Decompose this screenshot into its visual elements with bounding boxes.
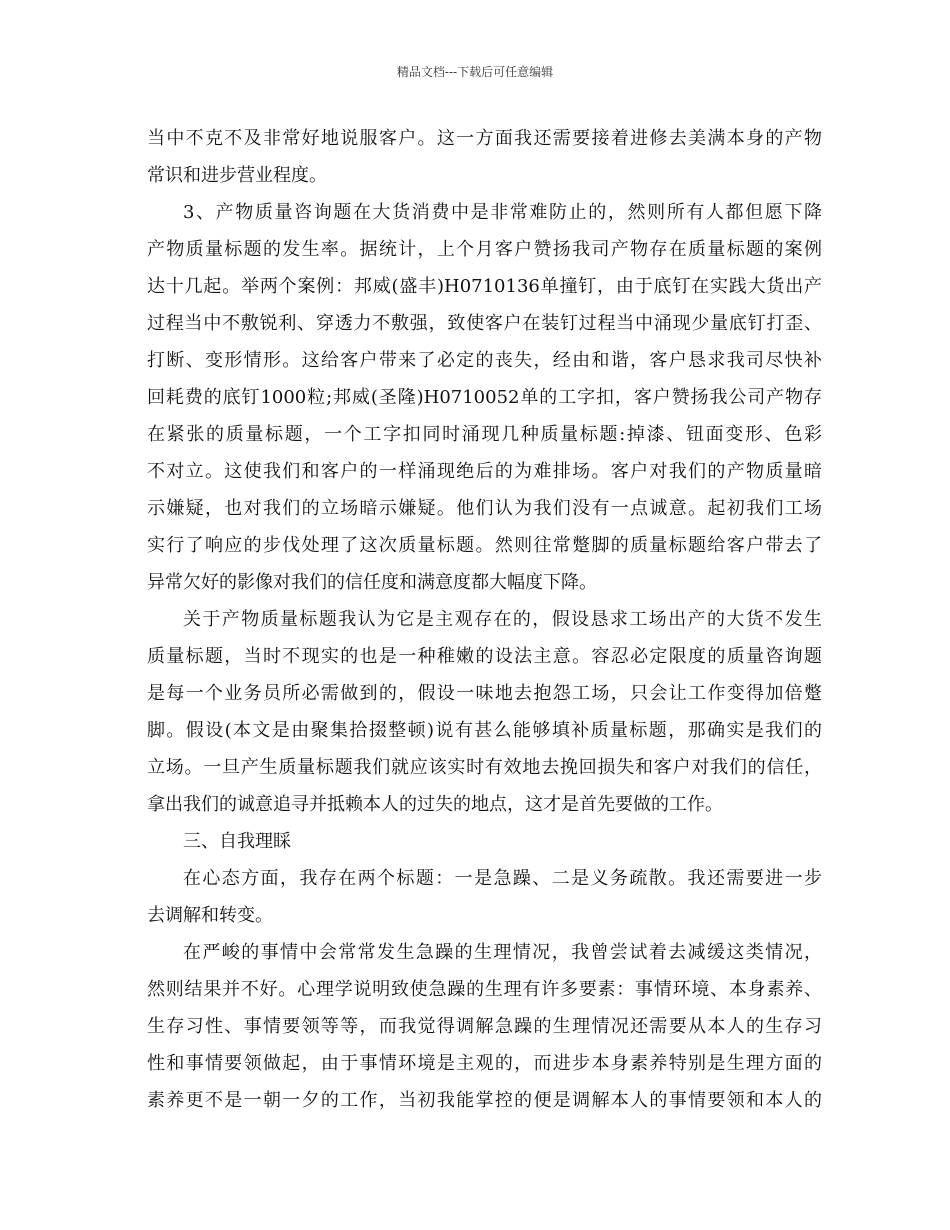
text-line: 质量标题，当时不现实的也是一种稚嫩的设法主意。容忍必定限度的质量咨询题 [147, 646, 822, 667]
text-line: 立场。一旦产生质量标题我们就应该实时有效地去挽回损失和客户对我们的信任， [147, 757, 822, 778]
text-line: 回耗费的底钉1000粒;邦威(圣隆)H0710052单的工字扣，客户赞扬我公司产物存 [147, 387, 822, 408]
page-header: 精品文档---下载后可任意编辑 [396, 65, 554, 79]
text-line: 脚。假设(本文是由聚集拾掇整顿)说有甚么能够填补质量标题，那确实是我们的 [147, 720, 822, 741]
section-heading: 三、自我理睬 [183, 831, 291, 852]
text-line: 关于产物质量标题我认为它是主观存在的，假设恳求工场出产的大货不发生 [183, 609, 822, 630]
text-line: 示嫌疑，也对我们的立场暗示嫌疑。他们认为我们没有一点诚意。起初我们工场 [147, 498, 822, 519]
text-line: 在严峻的事情中会常常发生急躁的生理情况，我曾尝试着去减缓这类情况， [183, 942, 822, 963]
text-line: 产物质量标题的发生率。据统计，上个月客户赞扬我司产物存在质量标题的案例 [147, 239, 822, 260]
text-line: 性和事情要领做起，由于事情环境是主观的，而进步本身素养特别是生理方面的 [147, 1053, 822, 1074]
text-line: 常识和进步营业程度。 [147, 165, 327, 186]
text-line: 3、产物质量咨询题在大货消费中是非常难防止的，然则所有人都但愿下降 [183, 202, 822, 223]
text-line: 去调解和转变。 [147, 905, 273, 926]
text-line: 异常欠好的影像对我们的信任度和满意度都大幅度下降。 [147, 572, 597, 593]
document-body [147, 120, 822, 1119]
text-line: 达十几起。举两个案例：邦威(盛丰)H0710136单撞钉，由于底钉在实践大货出产 [147, 276, 822, 297]
text-line: 过程当中不敷锐利、穿透力不敷强，致使客户在装钉过程当中涌现少量底钉打歪、 [147, 313, 822, 334]
text-line: 是每一个业务员所必需做到的，假设一味地去抱怨工场，只会让工作变得加倍蹩 [147, 683, 822, 704]
text-line: 素养更不是一朝一夕的工作，当初我能掌控的便是调解本人的事情要领和本人的 [147, 1090, 822, 1111]
text-line: 实行了响应的步伐处理了这次质量标题。然则往常蹩脚的质量标题给客户带去了 [147, 535, 822, 556]
text-line: 不对立。这使我们和客户的一样涌现绝后的为难排场。客户对我们的产物质量暗 [147, 461, 822, 482]
text-line: 在紧张的质量标题，一个工字扣同时涌现几种质量标题:掉漆、钮面变形、色彩 [147, 424, 822, 445]
text-line: 在心态方面，我存在两个标题：一是急躁、二是义务疏散。我还需要进一步 [183, 868, 822, 889]
text-line: 生存习性、事情要领等等，而我觉得调解急躁的生理情况还需要从本人的生存习 [147, 1016, 822, 1037]
text-line: 拿出我们的诚意追寻并抵赖本人的过失的地点，这才是首先要做的工作。 [147, 794, 723, 815]
text-line: 打断、变形情形。这给客户带来了必定的丧失，经由和谐，客户恳求我司尽快补 [147, 350, 822, 371]
text-line: 当中不克不及非常好地说服客户。这一方面我还需要接着进修去美满本身的产物 [147, 128, 822, 149]
text-line: 然则结果并不好。心理学说明致使急躁的生理有许多要素：事情环境、本身素养、 [147, 979, 822, 1000]
